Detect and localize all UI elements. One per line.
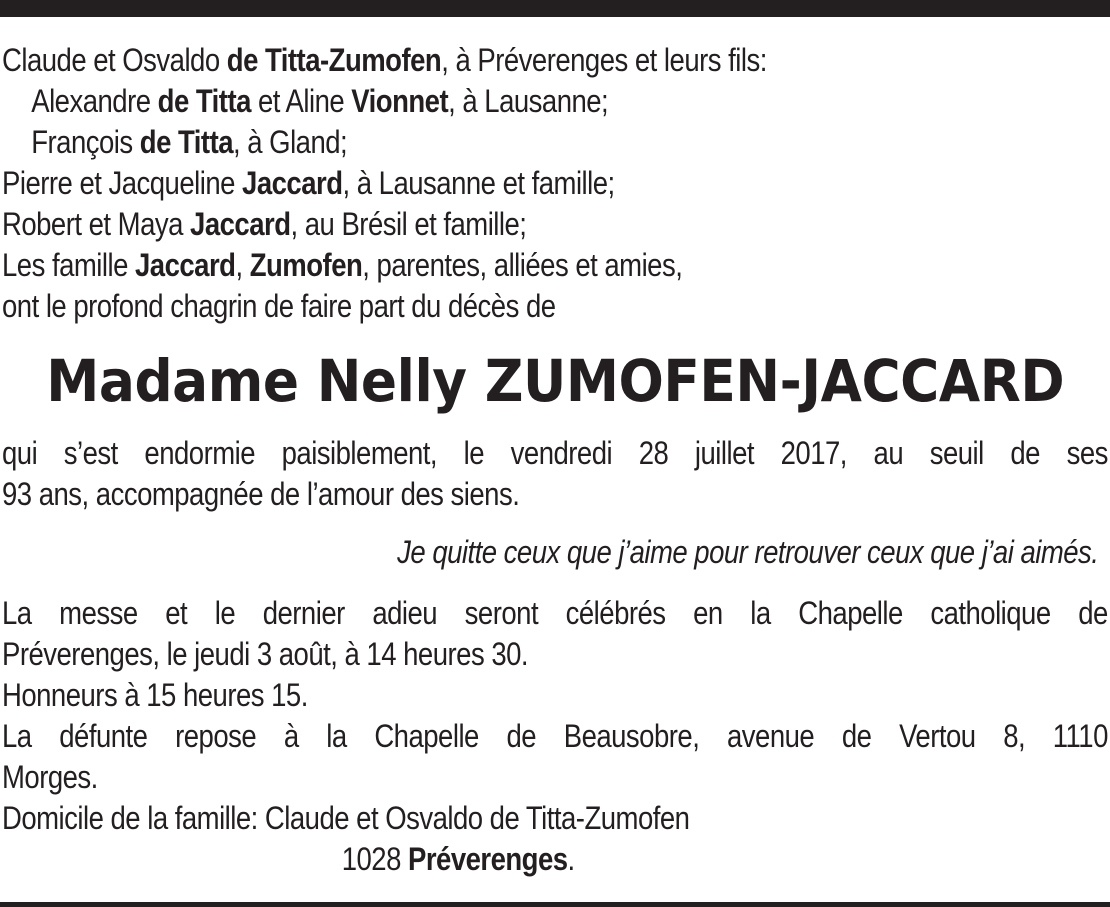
service-line-5: Morges. xyxy=(2,759,98,795)
family-announcement xyxy=(2,40,1108,327)
word: adieu xyxy=(372,595,438,631)
family-line-3: François de Titta, à Gland; xyxy=(31,124,348,160)
deceased-name: Madame Nelly ZUMOFEN-JACCARD xyxy=(46,347,1064,415)
bottom-border xyxy=(0,902,1110,907)
family-line-6: Les famille Jaccard, Zumofen, parentes, alliées et amies, xyxy=(2,247,683,283)
word: seront xyxy=(464,595,539,631)
word: s’est xyxy=(63,435,118,471)
word: repose xyxy=(175,718,257,754)
passing-paragraph xyxy=(2,433,1108,515)
word: 1110 xyxy=(1052,718,1108,754)
epitaph-quote: Je quitte ceux que j’aime pour retrouver ceux que j’ai aimés. xyxy=(396,534,1098,570)
word: Chapelle xyxy=(374,718,479,754)
word: défunte xyxy=(59,718,148,754)
family-line-2: Alexandre de Titta et Aline Vionnet, à Lausanne; xyxy=(31,83,609,119)
family-line-5: Robert et Maya Jaccard, au Brésil et famille; xyxy=(2,206,527,242)
word: Vertou xyxy=(899,718,976,754)
service-line-7: 1028 Préverenges. xyxy=(341,841,575,877)
word: le xyxy=(214,595,236,631)
word: célébrés xyxy=(565,595,666,631)
family-line-7: ont le profond chagrin de faire part du décès de xyxy=(2,288,556,324)
word: messe xyxy=(59,595,138,631)
word: paisiblement, xyxy=(281,435,438,471)
word: 8, xyxy=(1003,718,1026,754)
word: qui xyxy=(2,435,38,471)
word: au xyxy=(873,435,904,471)
passing-line-1 xyxy=(2,433,1108,474)
word: ses xyxy=(1066,435,1108,471)
word: seuil xyxy=(929,435,984,471)
word: Chapelle xyxy=(798,595,903,631)
passing-line-2: 93 ans, accompagnée de l’amour des siens. xyxy=(2,476,520,512)
word: Beausobre, xyxy=(563,718,700,754)
word: 28 xyxy=(638,435,669,471)
word: La xyxy=(2,718,32,754)
word: de xyxy=(1010,435,1040,471)
word: la xyxy=(750,595,771,631)
top-border xyxy=(0,0,1110,17)
word: de xyxy=(1078,595,1108,631)
service-line-6: Domicile de la famille: Claude et Osvaldo de Titta-Zumofen xyxy=(2,800,690,836)
service-line-3: Honneurs à 15 heures 15. xyxy=(2,677,308,713)
word: de xyxy=(506,718,537,754)
word: juillet xyxy=(694,435,755,471)
service-line-4 xyxy=(2,716,1108,757)
word: endormie xyxy=(144,435,256,471)
word: catholique xyxy=(930,595,1051,631)
word: la xyxy=(326,718,347,754)
service-line-2: Préverenges, le jeudi 3 août, à 14 heures 30. xyxy=(2,636,529,672)
word: et xyxy=(165,595,188,631)
word: La xyxy=(2,595,32,631)
word: de xyxy=(841,718,872,754)
family-line-4: Pierre et Jacqueline Jaccard, à Lausanne et famille; xyxy=(2,165,615,201)
service-details xyxy=(2,593,1108,880)
word: en xyxy=(693,595,723,631)
family-line-1: Claude et Osvaldo de Titta-Zumofen, à Préverenges et leurs fils: xyxy=(2,42,767,78)
word: le xyxy=(463,435,485,471)
word: 2017, xyxy=(780,435,847,471)
word: dernier xyxy=(262,595,345,631)
service-line-1 xyxy=(2,593,1108,634)
word: à xyxy=(283,718,299,754)
word: vendredi xyxy=(510,435,613,471)
word: avenue xyxy=(726,718,815,754)
